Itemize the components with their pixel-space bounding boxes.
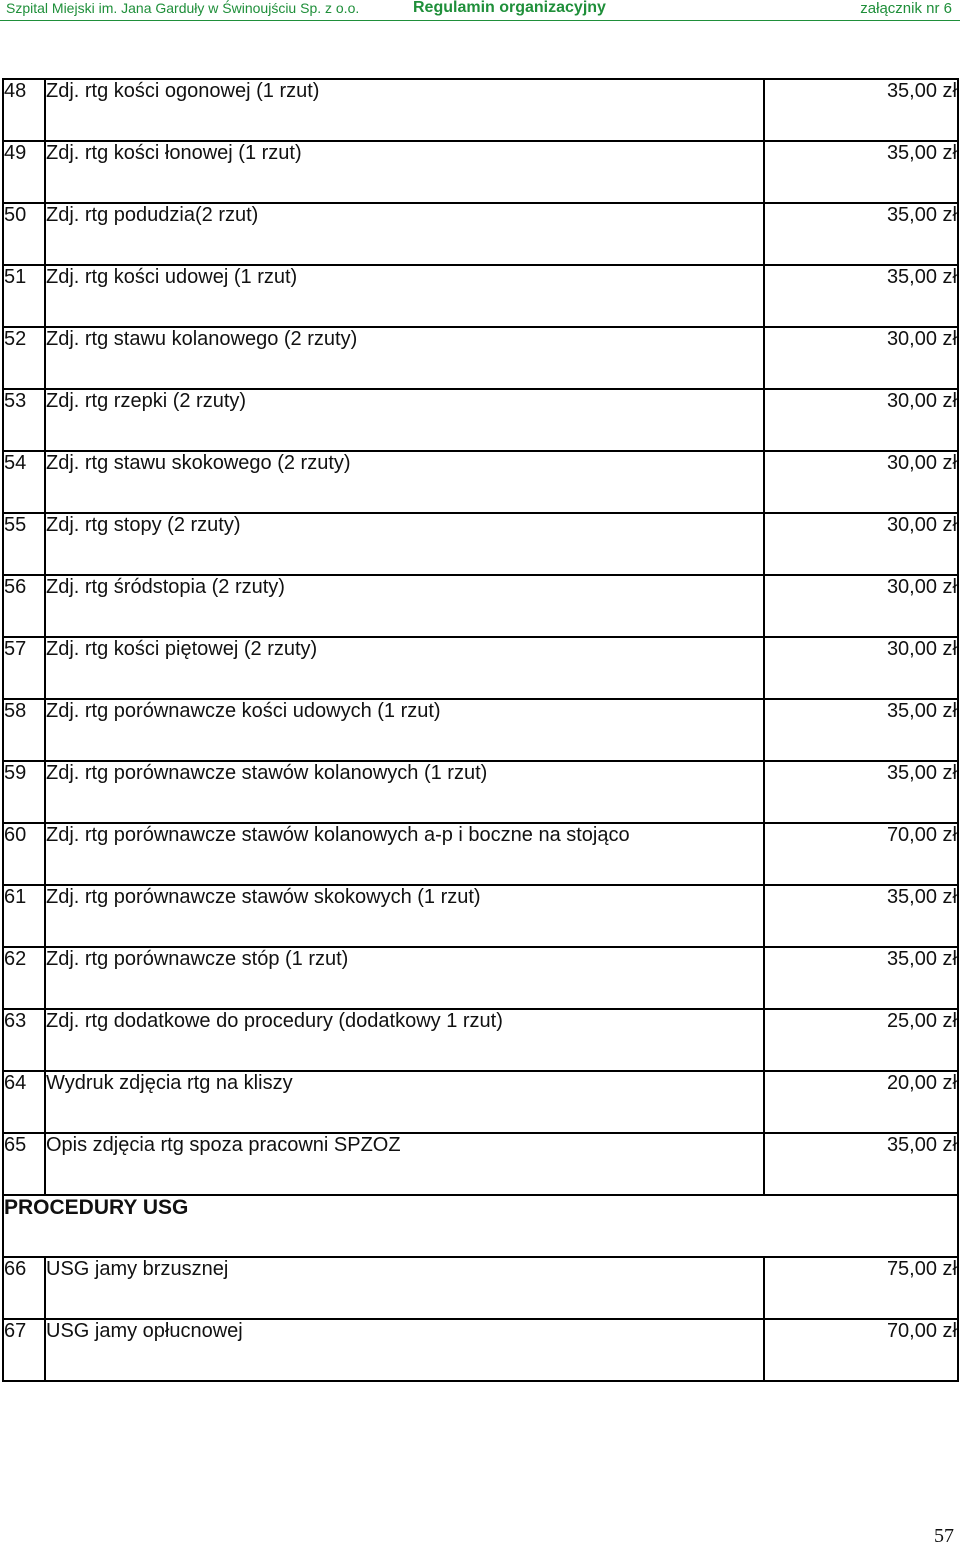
row-description: Zdj. rtg porównawcze stawów kolanowych a-p i boczne na stojąco	[45, 823, 764, 885]
table-row	[3, 575, 958, 637]
row-number: 57	[3, 637, 45, 699]
row-price: 70,00 zł	[764, 1319, 958, 1381]
header-attachment-label: załącznik nr 6	[860, 0, 952, 17]
row-description: Zdj. rtg dodatkowe do procedury (dodatkowy 1 rzut)	[45, 1009, 764, 1071]
row-description: USG jamy opłucnowej	[45, 1319, 764, 1381]
row-price: 35,00 zł	[764, 203, 958, 265]
row-number: 67	[3, 1319, 45, 1381]
row-price: 30,00 zł	[764, 575, 958, 637]
row-description: Zdj. rtg stawu skokowego (2 rzuty)	[45, 451, 764, 513]
row-price: 30,00 zł	[764, 637, 958, 699]
row-price: 35,00 zł	[764, 761, 958, 823]
row-description: Zdj. rtg porównawcze stawów kolanowych (1 rzut)	[45, 761, 764, 823]
price-table-body-usg	[3, 1257, 958, 1381]
table-row	[3, 1257, 958, 1319]
row-description: Zdj. rtg kości ogonowej (1 rzut)	[45, 79, 764, 141]
row-price: 25,00 zł	[764, 1009, 958, 1071]
section-title-usg: PROCEDURY USG	[3, 1195, 958, 1257]
price-table-section	[3, 1195, 958, 1257]
table-row	[3, 141, 958, 203]
row-price: 35,00 zł	[764, 79, 958, 141]
row-number: 52	[3, 327, 45, 389]
row-description: Zdj. rtg rzepki (2 rzuty)	[45, 389, 764, 451]
header-hospital-name: Szpital Miejski im. Jana Garduły w Świnoujściu Sp. z o.o.	[6, 0, 360, 16]
row-number: 60	[3, 823, 45, 885]
row-price: 20,00 zł	[764, 1071, 958, 1133]
row-number: 54	[3, 451, 45, 513]
row-description: USG jamy brzusznej	[45, 1257, 764, 1319]
row-number: 56	[3, 575, 45, 637]
table-row	[3, 79, 958, 141]
row-price: 35,00 zł	[764, 885, 958, 947]
page-header	[0, 0, 960, 22]
row-description: Zdj. rtg śródstopia (2 rzuty)	[45, 575, 764, 637]
row-price: 35,00 zł	[764, 141, 958, 203]
row-number: 62	[3, 947, 45, 1009]
row-number: 53	[3, 389, 45, 451]
row-number: 61	[3, 885, 45, 947]
table-row	[3, 947, 958, 1009]
table-row	[3, 699, 958, 761]
row-number: 48	[3, 79, 45, 141]
row-price: 30,00 zł	[764, 451, 958, 513]
row-number: 55	[3, 513, 45, 575]
table-row	[3, 327, 958, 389]
row-description: Zdj. rtg kości piętowej (2 rzuty)	[45, 637, 764, 699]
row-price: 30,00 zł	[764, 513, 958, 575]
row-price: 70,00 zł	[764, 823, 958, 885]
row-price: 75,00 zł	[764, 1257, 958, 1319]
table-row	[3, 389, 958, 451]
row-description: Zdj. rtg porównawcze kości udowych (1 rzut)	[45, 699, 764, 761]
table-row	[3, 637, 958, 699]
table-row	[3, 885, 958, 947]
table-row	[3, 823, 958, 885]
price-table-body-rtg	[3, 79, 958, 1195]
row-price: 35,00 zł	[764, 1133, 958, 1195]
row-description: Zdj. rtg kości udowej (1 rzut)	[45, 265, 764, 327]
row-description: Zdj. rtg stopy (2 rzuty)	[45, 513, 764, 575]
table-row	[3, 203, 958, 265]
row-number: 58	[3, 699, 45, 761]
row-number: 59	[3, 761, 45, 823]
table-row	[3, 1133, 958, 1195]
row-number: 49	[3, 141, 45, 203]
table-row	[3, 265, 958, 327]
row-description: Zdj. rtg porównawcze stóp (1 rzut)	[45, 947, 764, 1009]
row-price: 30,00 zł	[764, 389, 958, 451]
row-description: Zdj. rtg kości łonowej (1 rzut)	[45, 141, 764, 203]
row-number: 63	[3, 1009, 45, 1071]
row-number: 66	[3, 1257, 45, 1319]
price-table-container	[2, 78, 959, 1382]
table-row	[3, 1071, 958, 1133]
row-description: Zdj. rtg stawu kolanowego (2 rzuty)	[45, 327, 764, 389]
table-row	[3, 513, 958, 575]
row-number: 51	[3, 265, 45, 327]
row-number: 64	[3, 1071, 45, 1133]
row-price: 35,00 zł	[764, 699, 958, 761]
header-rule	[0, 20, 960, 21]
row-price: 30,00 zł	[764, 327, 958, 389]
row-number: 65	[3, 1133, 45, 1195]
table-row	[3, 451, 958, 513]
row-description: Zdj. rtg porównawcze stawów skokowych (1 rzut)	[45, 885, 764, 947]
row-number: 50	[3, 203, 45, 265]
header-document-title: Regulamin organizacyjny	[413, 0, 606, 16]
row-description: Zdj. rtg podudzia(2 rzut)	[45, 203, 764, 265]
row-description: Wydruk zdjęcia rtg na kliszy	[45, 1071, 764, 1133]
row-description: Opis zdjęcia rtg spoza pracowni SPZOZ	[45, 1133, 764, 1195]
table-row	[3, 1009, 958, 1071]
price-table	[2, 78, 959, 1382]
row-price: 35,00 zł	[764, 947, 958, 1009]
table-row	[3, 761, 958, 823]
row-price: 35,00 zł	[764, 265, 958, 327]
page-number: 57	[934, 1525, 954, 1547]
table-row	[3, 1319, 958, 1381]
